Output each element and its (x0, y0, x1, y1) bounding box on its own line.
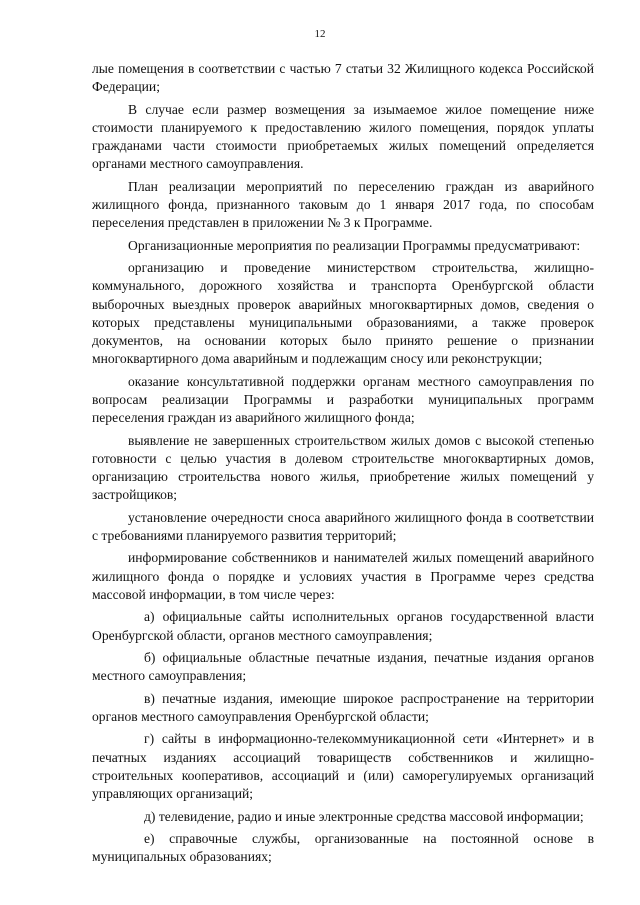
paragraph: В случае если размер возмещения за изымаемое жилое помещение ниже стоимости планируемого к предоставлению жилого помещения, порядок уплаты гражданами части стоимости приобретаемых жилых помещений определяется органами местного самоуправления. (92, 101, 594, 172)
paragraph: лые помещения в соответствии с частью 7 статьи 32 Жилищного кодекса Российской Федерации; (92, 61, 594, 95)
sub-list-item: а) официальные сайты исполнительных органов государственной власти Оренбургской области, органов местного самоуправления; (92, 609, 594, 643)
paragraph: План реализации мероприятий по переселению граждан из аварийного жилищного фонда, признанного таковым до 1 января 2017 года, по способам переселения представлен в приложении № 3 к Программе. (92, 178, 594, 231)
list-item: установление очередности сноса аварийного жилищного фонда в соответствии с требованиями планируемого развития территорий; (92, 509, 594, 543)
paragraph: Организационные мероприятия по реализации Программы предусматривают: (128, 237, 581, 253)
list-item: организацию и проведение министерством строительства, жилищно-коммунального, дорожного хозяйства и транспорта Оренбургской области выборочных выездных проверок аварийных многоквартирных домов, сведения о которых представлены муниципальными образованиями, а также проверок документов, на основании которых было принято решение о признании многоквартирного дома аварийным и подлежащим сносу или реконструкции; (92, 260, 594, 367)
list-item: выявление не завершенных строительством жилых домов с высокой степенью готовности с целью участия в долевом строительстве многоквартирных домов, организацию строительства нового жилья, приобретение жилых помещений у застройщиков; (92, 432, 594, 503)
sub-list-item: б) официальные областные печатные издания, печатные издания органов местного самоуправления; (92, 650, 594, 684)
sub-list-item: г) сайты в информационно-телекоммуникационной сети «Интернет» и в печатных изданиях ассоциаций товариществ собственников и жилищно-строительных кооперативов, ассоциаций и (или) саморегулируемых организаций управляющих организаций; (92, 731, 594, 802)
sub-list-item: в) печатные издания, имеющие широкое распространение на территории органов местного самоуправления Оренбургской области; (92, 690, 594, 724)
sub-list-item: д) телевидение, радио и иные электронные средства массовой информации; (144, 808, 584, 824)
page-number: 12 (314, 28, 326, 40)
sub-list-item: е) справочные службы, организованные на постоянной основе в муниципальных образованиях; (92, 831, 594, 865)
body-text (92, 60, 594, 871)
list-item: информирование собственников и нанимателей жилых помещений аварийного жилищного фонда о порядке и условиях участия в Программе через средства массовой информации, в том числе через: (92, 550, 594, 602)
list-item: оказание консультативной поддержки органам местного самоуправления по вопросам реализации Программы и разработки муниципальных программ переселения граждан из аварийного жилищного фонда; (92, 373, 594, 426)
